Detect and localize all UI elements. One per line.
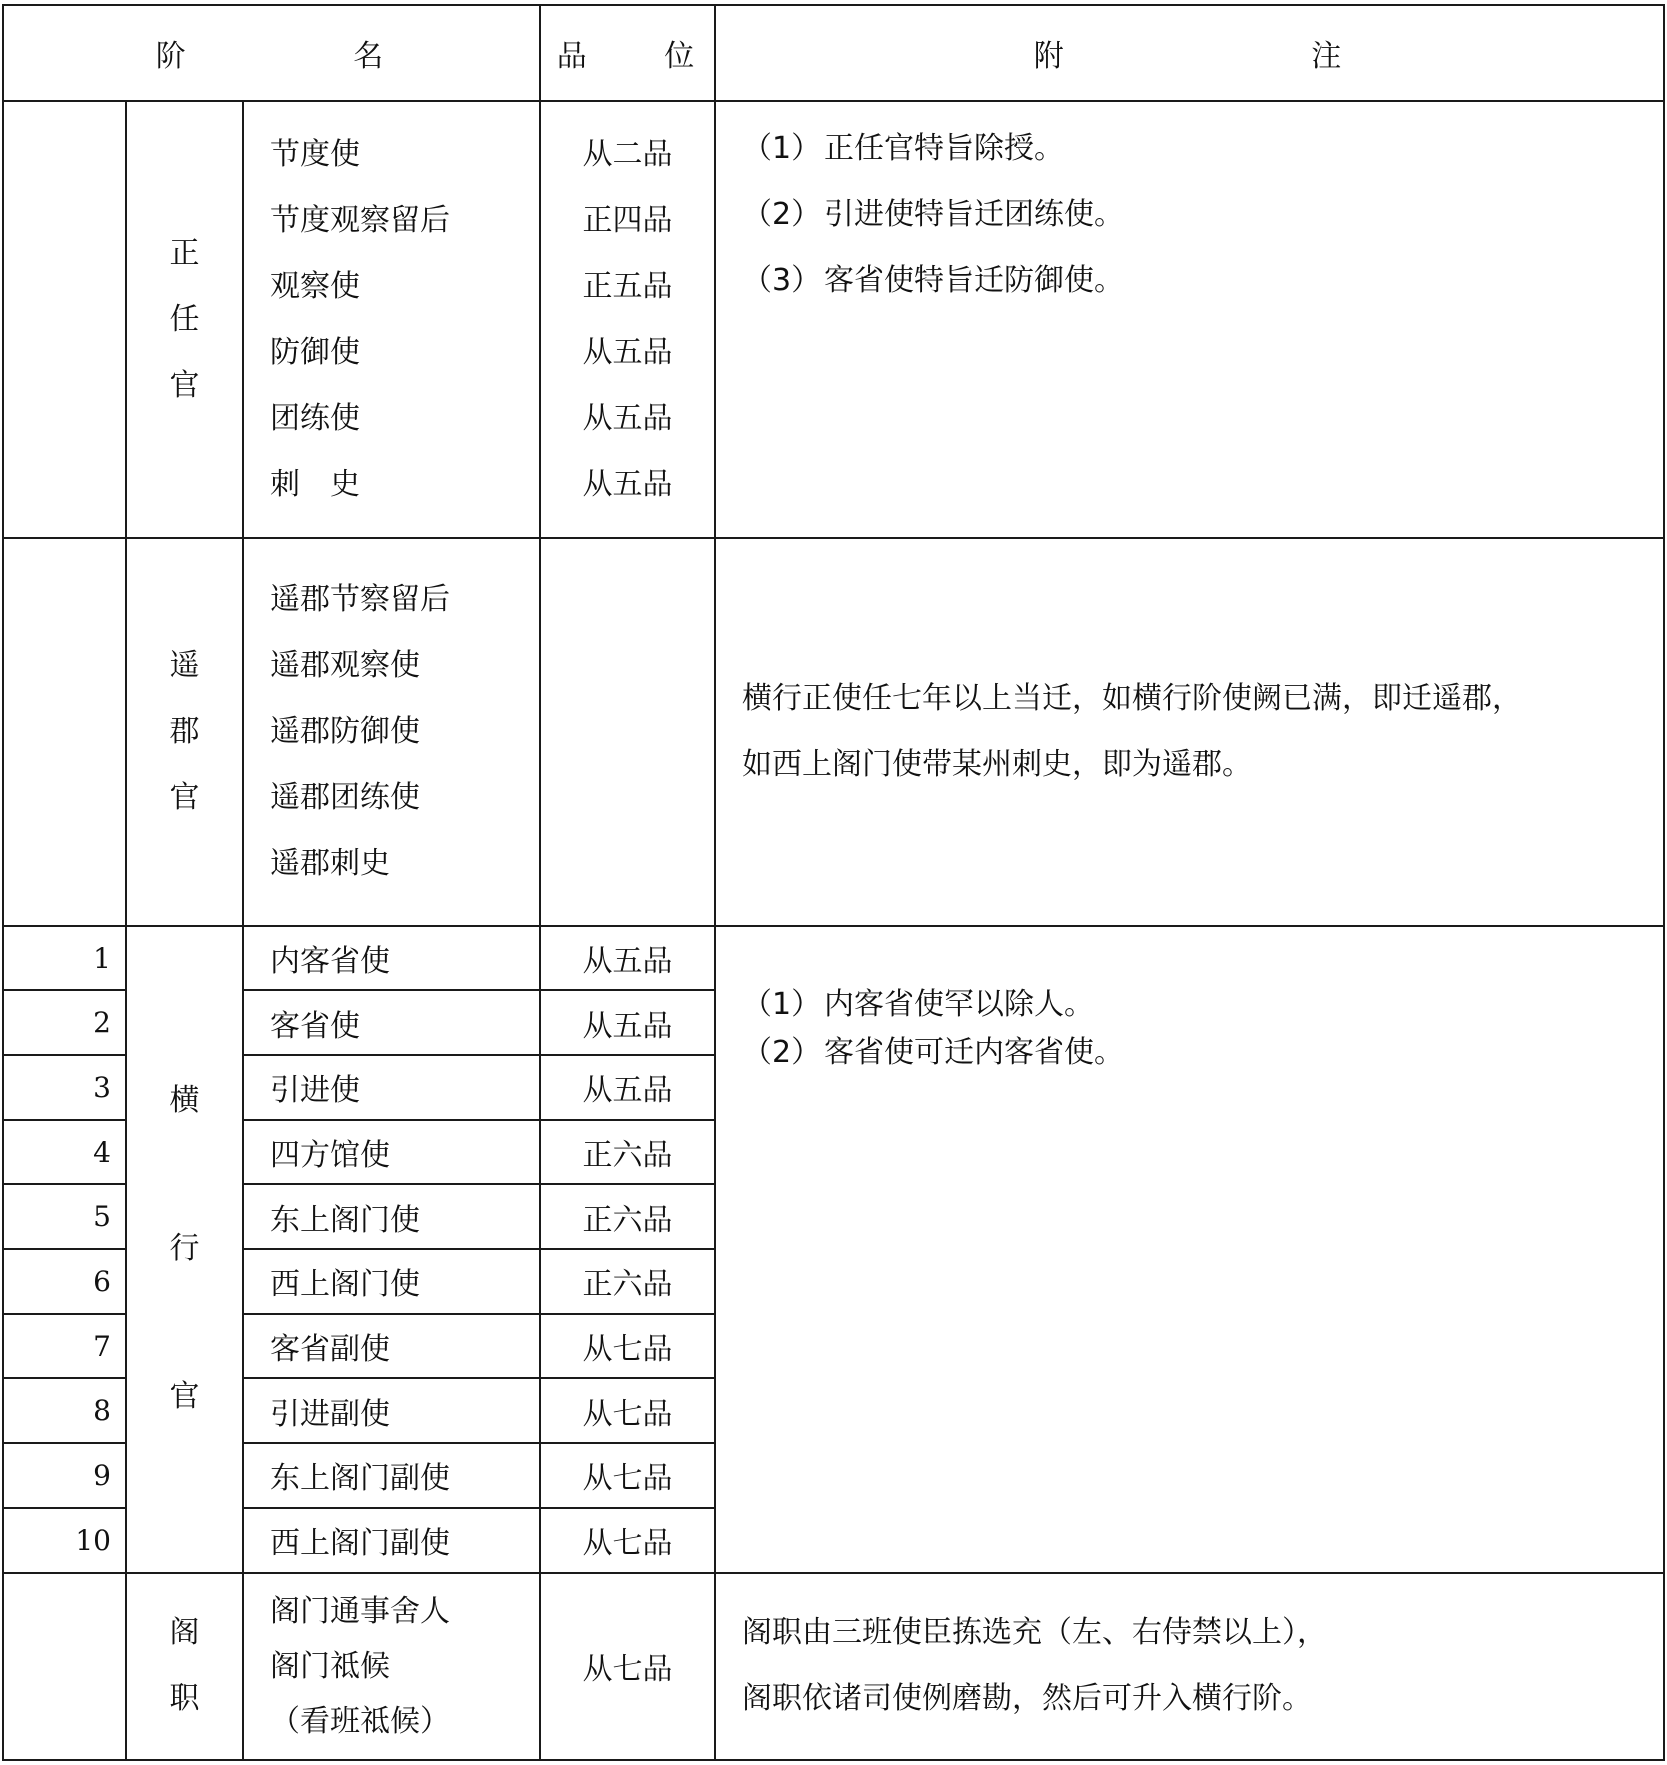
position-name: 遥郡防御使: [270, 713, 420, 749]
grade-value: 从五品: [540, 926, 715, 991]
note-item: [742, 981, 1653, 1029]
group-zhengren-row: [3, 101, 1664, 537]
position-name: 西上阁门副使: [243, 1508, 540, 1573]
row-number: 10: [3, 1508, 126, 1573]
position-name: 遥郡刺史: [270, 845, 390, 881]
note-index: （1）: [742, 986, 822, 1022]
note-item: [742, 1029, 1653, 1077]
note-text: 阁职依诸司使例磨勘，然后可升入横行阶。: [742, 1681, 1313, 1717]
position-name: 内客省使: [243, 926, 540, 991]
header-rank-name: 阶 名: [3, 5, 540, 101]
position-name: 遥郡团练使: [270, 779, 420, 815]
notes-zhengren: [715, 101, 1664, 537]
grade-value: 从五品: [582, 334, 673, 370]
category-char: 官: [169, 1379, 200, 1415]
note-item: [742, 182, 1653, 248]
note-item: [742, 116, 1653, 182]
category-char: 阁: [169, 1615, 200, 1651]
grades-zhengren: [540, 101, 715, 537]
row-number: 9: [3, 1443, 126, 1508]
position-name: 观察使: [270, 268, 360, 304]
note-text: 客省使特旨迁防御使。: [824, 263, 1125, 299]
notes-hengxing: [715, 926, 1664, 1573]
grade-value: 从七品: [540, 1378, 715, 1443]
note-text: 正任官特旨除授。: [824, 131, 1065, 167]
note-text: 引进使特旨迁团练使。: [824, 197, 1125, 233]
grade-value: 从七品: [540, 1573, 715, 1761]
grade-value: 从五品: [540, 990, 715, 1055]
row-number: 2: [3, 990, 126, 1055]
position-name: 节度观察留后: [270, 202, 450, 238]
grade-value: 从七品: [540, 1443, 715, 1508]
position-name: 刺 史: [270, 466, 360, 502]
note-index: （2）: [742, 197, 822, 233]
grade-value: 从五品: [582, 400, 673, 436]
category-char: 官: [169, 367, 200, 403]
category-gezhi: [126, 1573, 243, 1761]
position-name: 东上阁门使: [243, 1184, 540, 1249]
row-number: 4: [3, 1120, 126, 1185]
category-zhengren: [126, 101, 243, 537]
category-char: 郡: [169, 713, 200, 749]
row-number: 5: [3, 1184, 126, 1249]
note-index: （1）: [742, 131, 822, 167]
row-number: 7: [3, 1314, 126, 1379]
table-row: [3, 926, 1664, 991]
note-text: 客省使可迁内客省使。: [824, 1034, 1125, 1070]
group-yaojun-row: [3, 538, 1664, 926]
grade-value: 从二品: [582, 136, 673, 172]
position-name: 东上阁门副使: [243, 1443, 540, 1508]
num-cell-empty: [3, 538, 126, 926]
positions-gezhi: [243, 1573, 540, 1761]
grade-value: 正六品: [540, 1249, 715, 1314]
table-header-row: [3, 5, 1664, 101]
grade-value: 正五品: [582, 268, 673, 304]
position-name: 四方馆使: [243, 1120, 540, 1185]
rank-table: [2, 4, 1665, 1761]
grade-value: 正六品: [540, 1120, 715, 1185]
category-yaojun: [126, 538, 243, 926]
position-name: 客省副使: [243, 1314, 540, 1379]
position-name: 客省使: [243, 990, 540, 1055]
position-name: （看班祗候）: [270, 1703, 450, 1739]
category-char: 正: [169, 235, 200, 271]
grade-value: 从五品: [582, 466, 673, 502]
category-char: 遥: [169, 647, 200, 683]
note-text: 内客省使罕以除人。: [824, 986, 1095, 1022]
row-number: 6: [3, 1249, 126, 1314]
note-item: [742, 248, 1653, 314]
notes-yaojun: [715, 538, 1664, 926]
header-notes: 附 注: [715, 5, 1664, 101]
category-char: 职: [169, 1681, 200, 1717]
num-cell-empty: [3, 101, 126, 537]
row-number: 3: [3, 1055, 126, 1120]
num-cell-empty: [3, 1573, 126, 1761]
row-number: 8: [3, 1378, 126, 1443]
category-char: 官: [169, 779, 200, 815]
grades-yaojun-empty: [540, 538, 715, 926]
position-name: 遥郡节察留后: [270, 581, 450, 617]
position-name: 团练使: [270, 400, 360, 436]
grade-value: 从五品: [540, 1055, 715, 1120]
category-char: 任: [169, 301, 200, 337]
note-text: 如西上阁门使带某州刺史，即为遥郡。: [742, 746, 1253, 782]
grade-value: 正六品: [540, 1184, 715, 1249]
position-name: 阁门通事舍人: [270, 1593, 450, 1629]
category-hengxing: [126, 926, 243, 1573]
row-number: 1: [3, 926, 126, 991]
positions-zhengren: [243, 101, 540, 537]
note-index: （2）: [742, 1034, 822, 1070]
grade-value: 从七品: [540, 1508, 715, 1573]
positions-yaojun: [243, 538, 540, 926]
note-index: （3）: [742, 263, 822, 299]
note-text: 横行正使任七年以上当迁，如横行阶使阙已满，即迁遥郡，: [742, 680, 1523, 716]
grade-value: 正四品: [582, 202, 673, 238]
position-name: 引进使: [243, 1055, 540, 1120]
category-char: 行: [169, 1231, 200, 1267]
position-name: 防御使: [270, 334, 360, 370]
position-name: 西上阁门使: [243, 1249, 540, 1314]
position-name: 节度使: [270, 136, 360, 172]
group-gezhi-row: [3, 1573, 1664, 1761]
note-text: 阁职由三班使臣拣选充（左、右侍禁以上），: [742, 1615, 1328, 1651]
position-name: 阁门祗候: [270, 1648, 390, 1684]
header-grade: 品 位: [540, 5, 715, 101]
notes-gezhi: [715, 1573, 1664, 1761]
position-name: 引进副使: [243, 1378, 540, 1443]
grade-value: 从七品: [540, 1314, 715, 1379]
category-char: 横: [169, 1083, 200, 1119]
position-name: 遥郡观察使: [270, 647, 420, 683]
